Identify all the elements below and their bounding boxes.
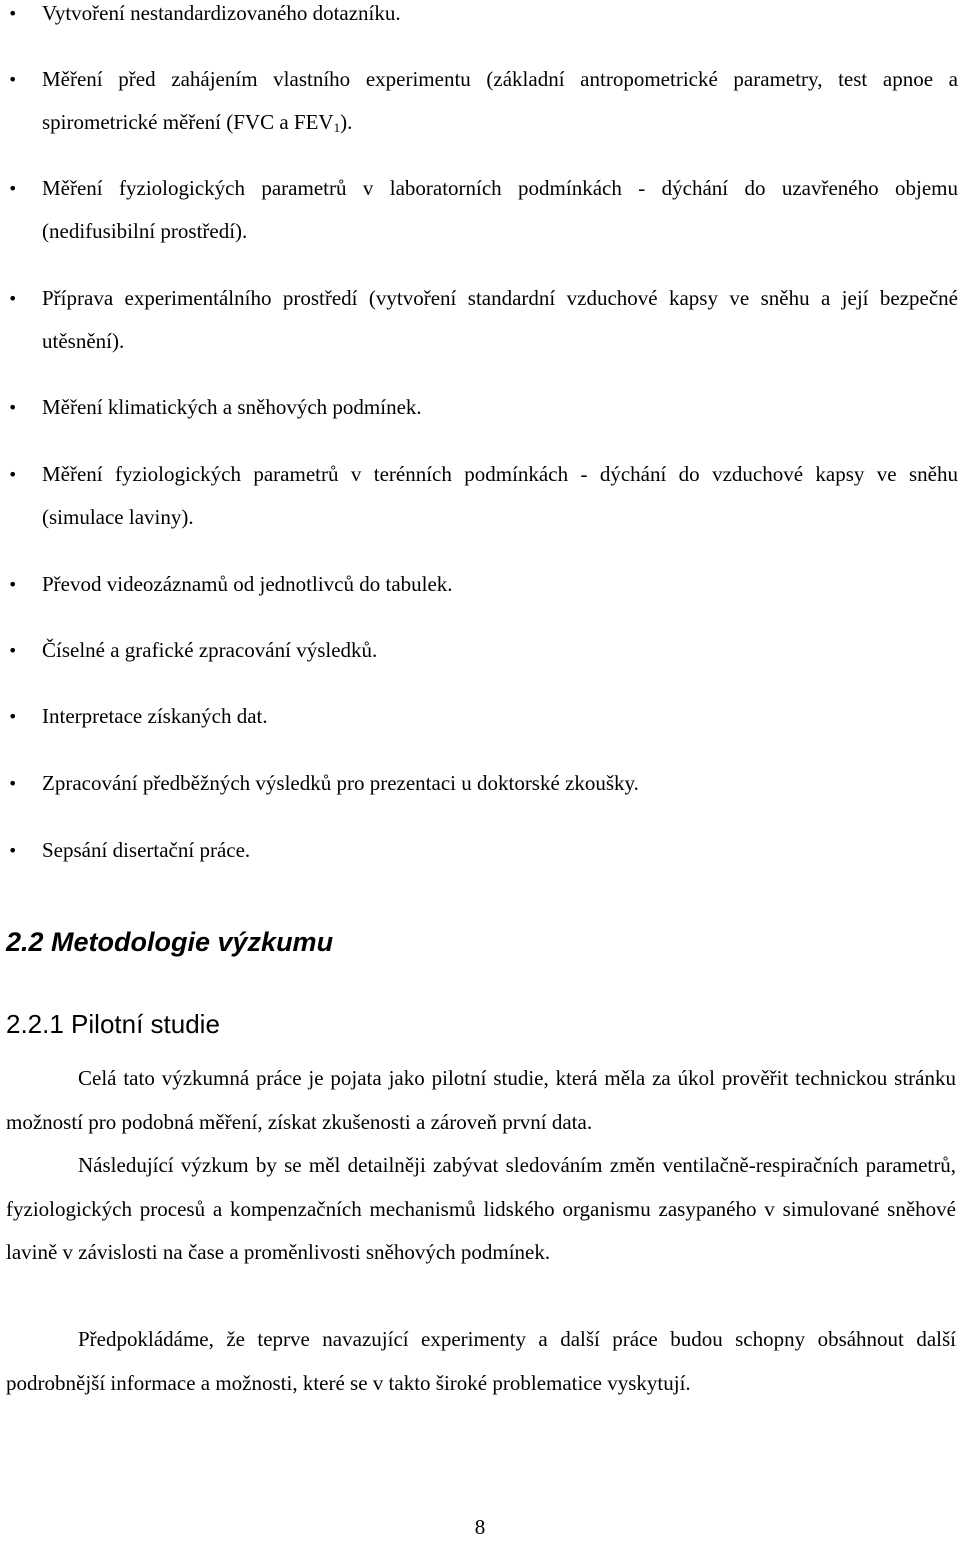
list-item: • Měření fyziologických parametrů v terénních podmínkách - dýchání do vzduchové kapsy ve sněhu (simulace laviny).	[42, 453, 958, 539]
list-item	[42, 58, 958, 144]
list-item: • Sepsání disertační práce.	[42, 829, 958, 872]
paragraph: Celá tato výzkumná práce je pojata jako pilotní studie, která měla za úkol prověřit technickou stránku možností pro podobná měření, získat zkušenosti a zároveň první data.	[6, 1066, 956, 1134]
paragraph: Předpokládáme, že teprve navazující experimenty a další práce budou schopny obsáhnout další podrobnější informace a možnosti, které se v takto široké problematice vyskytují.	[6, 1327, 956, 1395]
list-item: • Vytvoření nestandardizovaného dotazníku.	[42, 0, 958, 35]
list-item-tail: ).	[340, 110, 353, 134]
list-item-text: Měření před zahájením vlastního experimentu (základní antropometrické parametry, test apnoe a spirometrické měření (FVC a FEV	[42, 67, 958, 134]
list-item: • Měření fyziologických parametrů v laboratorních podmínkách - dýchání do uzavřeného objemu (nedifusibilní prostředí).	[42, 167, 958, 253]
list-item: • Zpracování předběžných výsledků pro prezentaci u doktorské zkoušky.	[42, 762, 958, 805]
list-item: • Číselné a grafické zpracování výsledků.	[42, 629, 958, 672]
list-item: • Interpretace získaných dat.	[42, 695, 958, 738]
section-heading: 2.2 Metodologie výzkumu	[6, 927, 334, 957]
page-number: 8	[474, 1515, 486, 1539]
subscript: 1	[333, 120, 341, 135]
paragraph: Následující výzkum by se měl detailněji zabývat sledováním změn ventilačně-respiračních parametrů, fyziologických procesů a kompenzačních mechanismů lidského organismu zasypaného v simulované sněhové lavině v závislosti na čase a proměnlivosti sněhových podmínek.	[6, 1153, 956, 1265]
list-item: • Převod videozáznamů od jednotlivců do tabulek.	[42, 563, 958, 606]
list-item: • Příprava experimentálního prostředí (vytvoření standardní vzduchové kapsy ve sněhu a její bezpečné utěsnění).	[42, 277, 958, 363]
subsection-heading: 2.2.1 Pilotní studie	[6, 1009, 220, 1039]
list-item: • Měření klimatických a sněhových podmínek.	[42, 386, 958, 429]
